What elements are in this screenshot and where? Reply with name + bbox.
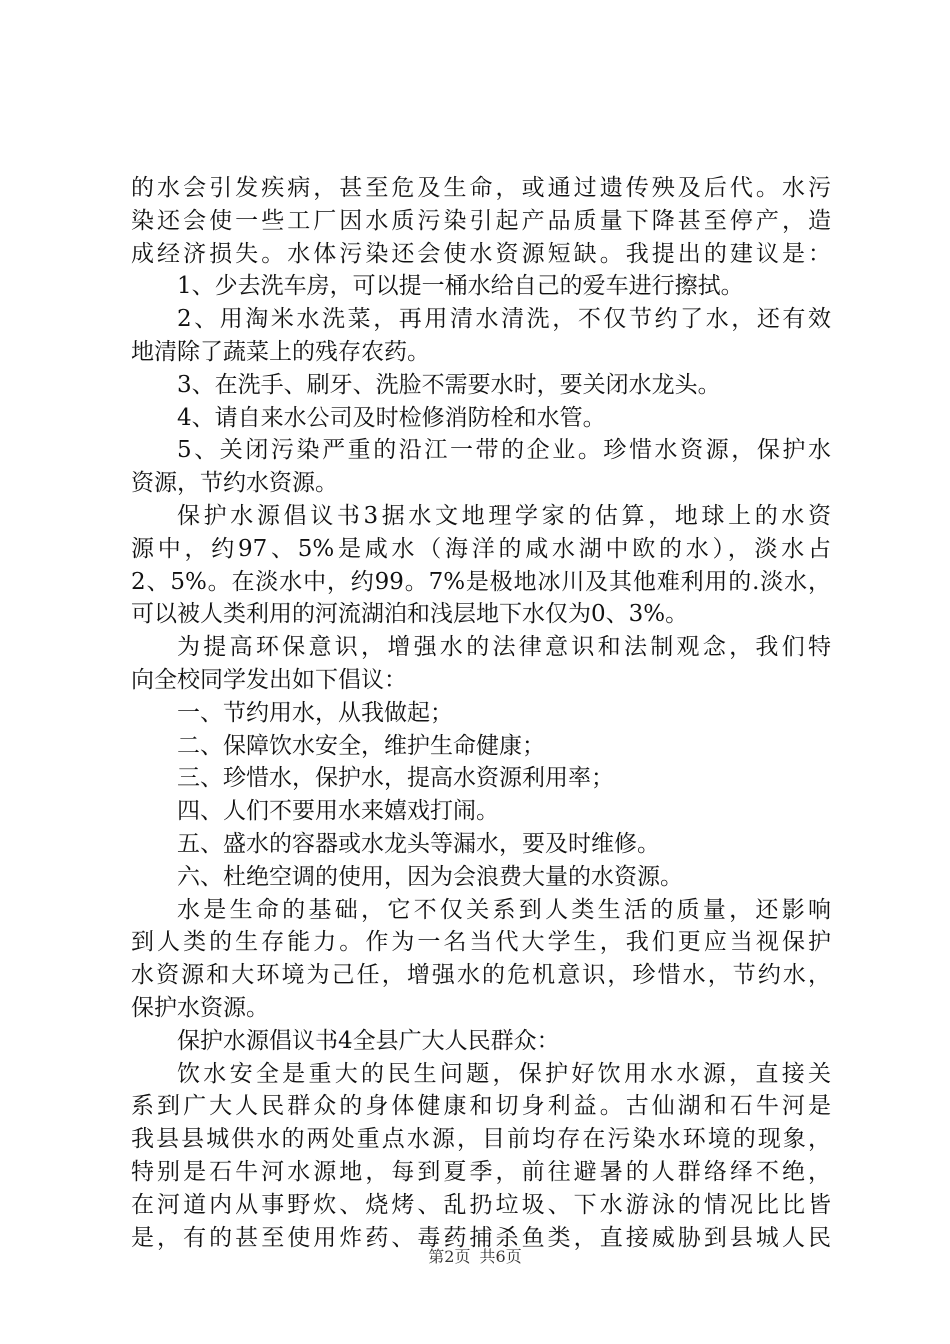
text-line: 1、少去洗车房，可以提一桶水给自己的爱车进行擦拭。 [177, 273, 744, 300]
text-line: 保护水源倡议书3据水文地理学家的估算，地球上的水资 [177, 502, 831, 529]
text-line: 成经济损失。水体污染还会使水资源短缺。我提出的建议是： [131, 240, 831, 267]
text-line: 三、珍惜水，保护水，提高水资源利用率； [177, 765, 614, 792]
text-line: 源中，约97、5%是咸水（海洋的咸水湖中欧的水），淡水占 [131, 535, 831, 562]
text-line: 一、节约用水，从我做起； [177, 699, 453, 726]
text-line: 向全校同学发出如下倡议： [131, 666, 407, 693]
page-number: 第2页 [428, 1247, 471, 1266]
text-line: 五、盛水的容器或水龙头等漏水，要及时维修。 [177, 830, 660, 857]
text-line: 保护水资源。 [131, 994, 269, 1021]
text-line: 3、在洗手、刷牙、洗脸不需要水时，要关闭水龙头。 [177, 371, 721, 398]
text-line: 4、请自来水公司及时检修消防栓和水管。 [177, 404, 606, 431]
text-line: 饮水安全是重大的民生问题，保护好饮用水水源，直接关 [177, 1060, 831, 1087]
text-line: 的水会引发疾病，甚至危及生命，或通过遗传殃及后代。水污 [131, 175, 831, 201]
text-line: 六、杜绝空调的使用，因为会浪费大量的水资源。 [177, 863, 683, 890]
text-line: 2、用淘米水洗菜，再用清水清洗，不仅节约了水，还有效 [177, 306, 831, 333]
text-line: 资源，节约水资源。 [131, 470, 338, 497]
text-line: 我县县城供水的两处重点水源，目前均存在污染水环境的现象， [131, 1126, 831, 1153]
text-line: 在河道内从事野炊、烧烤、乱扔垃圾、下水游泳的情况比比皆 [131, 1191, 831, 1218]
text-line: 系到广大人民群众的身体健康和切身利益。古仙湖和石牛河是 [131, 1093, 831, 1120]
text-line: 二、保障饮水安全，维护生命健康； [177, 732, 545, 759]
text-line: 保护水源倡议书4全县广大人民群众： [177, 1027, 560, 1054]
page-footer [0, 1244, 950, 1267]
text-line: 四、人们不要用水来嬉戏打闹。 [177, 798, 499, 825]
text-line: 水资源和大环境为己任，增强水的危机意识，珍惜水，节约水， [131, 962, 831, 989]
text-line: 5、关闭污染严重的沿江一带的企业。珍惜水资源，保护水 [177, 437, 831, 464]
text-line: 可以被人类利用的河流湖泊和浅层地下水仅为0、3%。 [131, 601, 689, 628]
text-line: 是，有的甚至使用炸药、毒药捕杀鱼类，直接威胁到县城人民 [131, 1224, 831, 1251]
text-line: 为提高环保意识，增强水的法律意识和法制观念，我们特 [177, 634, 831, 661]
text-line: 地清除了蔬菜上的残存农药。 [131, 338, 430, 365]
text-line: 到人类的生存能力。作为一名当代大学生，我们更应当视保护 [131, 929, 831, 956]
document-body [131, 172, 831, 1254]
text-line: 染还会使一些工厂因水质污染引起产品质量下降甚至停产，造 [131, 207, 831, 234]
text-line: 特别是石牛河水源地，每到夏季，前往避暑的人群络绎不绝， [131, 1158, 831, 1185]
text-line: 水是生命的基础，它不仅关系到人类生活的质量，还影响 [177, 896, 831, 923]
text-line: 2、5%。在淡水中，约99。7%是极地冰川及其他难利用的.淡水， [131, 568, 831, 595]
page-total: 共6页 [479, 1247, 522, 1266]
